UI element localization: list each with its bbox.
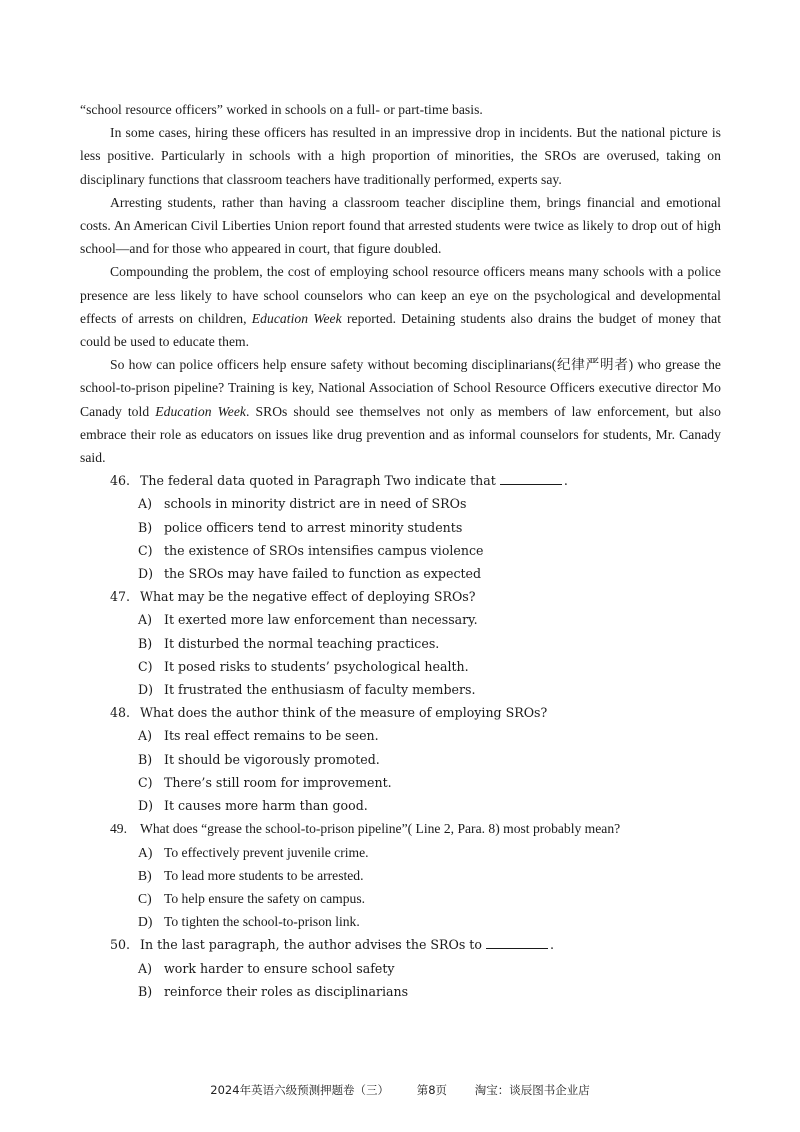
paragraph-text: reported. Detaining students also drains the budget of money that could be used to educate them. [80,310,722,350]
question-text: In the last paragraph, the author advises the SROs to [140,937,482,953]
option-c [80,655,721,678]
option-c [80,539,721,562]
option-text: There’s still room for improvement. [164,774,392,790]
question-text: What may be the negative effect of deploying SROs? [140,589,476,605]
question-stem [80,469,721,492]
option-a [80,492,721,515]
paragraph [80,260,721,353]
question-46 [80,469,721,585]
answer-blank [486,936,548,949]
option-text: work harder to ensure school safety [164,960,395,976]
question-48 [80,701,721,817]
option-a [80,957,721,980]
option-letter: B) [138,983,153,999]
option-text: To tighten the school-to-prison link. [164,914,360,930]
option-text: It exerted more law enforcement than necessary. [164,612,478,628]
option-d [80,562,721,585]
question-list [80,469,721,1003]
option-a [80,724,721,747]
option-letter: A) [138,728,153,744]
option-text: It causes more harm than good. [164,798,368,814]
page-footer [0,1082,800,1098]
option-text: It disturbed the normal teaching practices. [164,635,440,651]
option-letter: C) [138,658,153,674]
question-number: 49. [110,821,127,837]
paragraph-text: Compounding the problem, the cost of employing school resource officers means many schools with a police presence are less likely to have school counselors who can keep an eye on the psychological and developmental effects of arrests on children, [80,264,721,326]
option-letter: B) [138,635,153,651]
option-c [80,771,721,794]
option-letter: B) [138,751,153,767]
publication-title: Education Week [155,403,246,419]
option-text: To help ensure the safety on campus. [164,890,366,906]
paragraph-continuation: “school resource officers” worked in schools on a full- or part-time basis. [80,102,483,117]
option-text: schools in minority district are in need of SROs [164,496,467,512]
question-text: The federal data quoted in Paragraph Two indicate that [140,473,496,489]
question-number: 50. [110,937,131,953]
document-page [80,98,721,1003]
option-b [80,748,721,771]
option-a [80,841,721,864]
footer-exam-title: 2024年英语六级预测押题卷（三） [210,1083,390,1097]
option-letter: A) [138,496,153,512]
option-text: It frustrated the enthusiasm of faculty members. [164,682,476,698]
punctuation: . [549,937,554,953]
footer-page-number: 第8页 [416,1083,448,1097]
footer-shop-name: 淘宝：谈辰图书企业店 [474,1083,590,1097]
paragraph-text: . SROs should see themselves not only as members of law enforcement, but also embrace their role as educators on issues like drug prevention and as informal counselors for students, Mr. Canady said. [80,403,721,466]
option-text: It should be vigorously promoted. [164,751,380,767]
question-text: What does “grease the school-to-prison pipeline”( Line 2, Para. 8) most probably mean? [140,821,621,837]
option-letter: D) [138,798,154,814]
option-letter: C) [138,774,153,790]
question-49 [80,817,721,933]
question-number: 48. [110,705,131,721]
option-text: Its real effect remains to be seen. [164,728,379,744]
option-letter: A) [138,612,153,628]
option-text: To lead more students to be arrested. [164,867,364,883]
option-letter: D) [138,914,153,930]
option-d [80,794,721,817]
option-letter: D) [138,682,154,698]
paragraph: Arresting students, rather than having a classroom teacher discipline them, brings financial and emotional costs. An American Civil Liberties Union report found that arrested students were twice as likely to drop out of high school—and for those who appeared in court, that figure doubled. [80,194,721,257]
option-letter: A) [138,960,153,976]
paragraph [80,353,721,469]
option-b [80,516,721,539]
option-b [80,980,721,1003]
question-stem [80,701,721,724]
option-d [80,910,721,933]
paragraph-text: So how can police officers help ensure safety without becoming disciplinarians(纪律严明者) who grease the school-to-prison pipeline? Training is key, National Association of School Resource Officers executive director Mo Canady told [80,357,721,419]
option-a [80,608,721,631]
reading-passage [80,98,721,469]
option-letter: B) [138,519,153,535]
option-text: reinforce their roles as disciplinarians [164,983,409,999]
option-d [80,678,721,701]
option-text: police officers tend to arrest minority students [164,519,463,535]
option-letter: B) [138,867,152,883]
question-stem [80,817,721,840]
question-number: 47. [110,589,131,605]
option-text: It posed risks to students’ psychological health. [164,658,469,674]
question-stem [80,933,721,956]
question-number: 46. [110,473,131,489]
option-letter: A) [138,844,153,860]
option-b [80,632,721,655]
question-50 [80,933,721,1003]
option-text: the existence of SROs intensifies campus violence [164,542,484,558]
option-letter: C) [138,890,152,906]
paragraph: In some cases, hiring these officers has resulted in an impressive drop in incidents. But the national picture is less positive. Particularly in schools with a high proportion of minorities, the SROs are overused, taking on disciplinary functions that classroom teachers have traditionally performed, experts say. [80,125,721,187]
question-stem [80,585,721,608]
option-letter: D) [138,566,154,582]
publication-title: Education Week [251,310,342,326]
option-b [80,864,721,887]
question-text: What does the author think of the measure of employing SROs? [140,705,548,721]
option-letter: C) [138,542,153,558]
punctuation: . [563,473,568,489]
option-text: To effectively prevent juvenile crime. [164,844,369,860]
option-c [80,887,721,910]
question-47 [80,585,721,701]
option-text: the SROs may have failed to function as expected [164,566,482,582]
answer-blank [500,472,562,485]
